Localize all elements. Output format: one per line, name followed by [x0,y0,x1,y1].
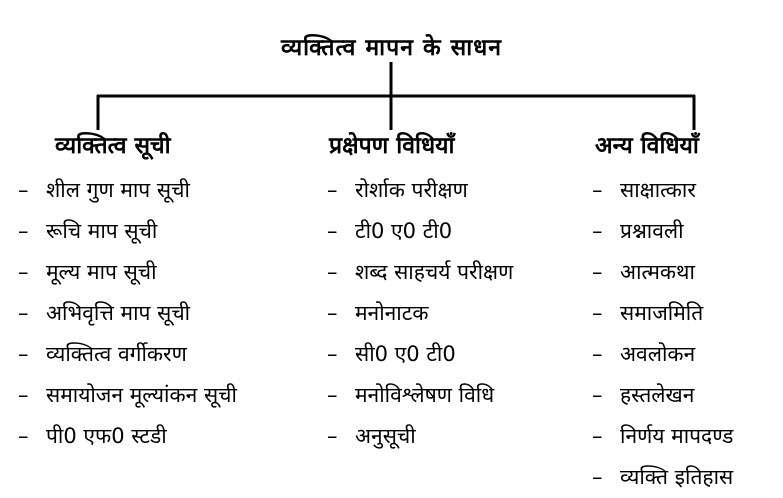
list-item: – सी0 ए0 टी0 [327,342,456,366]
list-item: – आत्मकथा [592,260,695,284]
list-item: – निर्णय मापदण्ड [592,424,734,448]
column-personality-inventory [18,128,237,457]
list-item: – शब्द साहचर्य परीक्षण [327,260,514,284]
list-item: – पी0 एफ0 स्टडी [18,424,167,448]
column-projective-methods [327,128,513,457]
list-item: – टी0 ए0 टी0 [327,219,453,243]
item-list [18,170,237,457]
list-item: – व्यक्ति इतिहास [592,465,734,489]
diagram-title: व्यक्तित्व मापन के साधन [280,35,503,61]
column-heading: अन्य विधियाँ [595,133,699,159]
list-item: – अनुसूची [327,424,416,448]
list-item: – शील गुण माप सूची [18,178,190,202]
list-item: – समाजमिति [592,301,704,325]
list-item: – मनोनाटक [327,301,429,325]
item-list [592,170,733,498]
list-item: – रूचि माप सूची [18,219,158,243]
list-item: – रोर्शाक परीक्षण [327,178,468,202]
list-item: – मनोविश्लेषण विधि [327,383,495,407]
column-heading: व्यक्तित्व सूची [55,133,171,159]
list-item: – हस्तलेखन [592,383,695,407]
list-item: – साक्षात्कार [592,178,696,202]
column-heading: प्रक्षेपण विधियाँ [329,133,455,159]
list-item: – समायोजन मूल्यांकन सूची [18,383,237,407]
list-item: – व्यक्तित्व वर्गीकरण [18,342,187,366]
column-other-methods [592,128,733,498]
list-item: – प्रश्नावली [592,219,684,243]
list-item: – मूल्य माप सूची [18,260,157,284]
item-list [327,170,513,457]
list-item: – अभिवृत्ति माप सूची [18,301,191,325]
list-item: – अवलोकन [592,342,696,366]
